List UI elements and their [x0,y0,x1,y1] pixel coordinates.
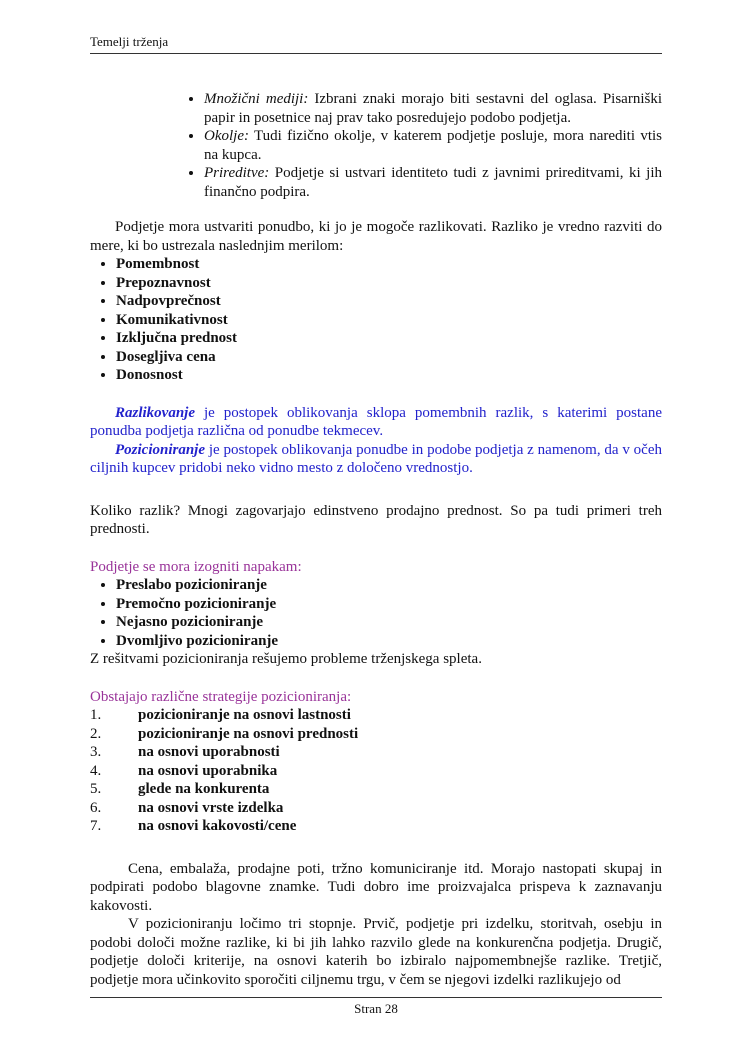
bullet-text: Tudi fizično okolje, v katerem podjetje posluje, mora narediti vtis na kupca. [204,128,662,163]
numbered-item [90,706,662,725]
numbered-item [90,817,662,836]
list-item: • Nejasno pozicioniranje [116,613,662,632]
definition-pozicioniranje [90,441,662,478]
list-item: • Preslabo pozicioniranje [116,576,662,595]
list-item: • Donosnost [116,366,662,385]
mistakes-heading: Podjetje se mora izogniti napakam: [90,558,302,575]
definition-razlikovanje [90,404,662,441]
strategies-heading: Obstajajo različne strategije pozicioniranja: [90,688,352,705]
list-item: • Komunikativnost [116,311,662,330]
definition-term: Pozicioniranje [115,441,206,458]
spacer [90,478,662,502]
item-text: na osnovi vrste izdelka [138,799,284,816]
list-item: • Nadpovprečnost [116,292,662,311]
running-header: Temelji trženja [90,34,662,54]
page-footer [90,997,662,1017]
mistakes-note: Z rešitvami pozicioniranja rešujemo probleme trženjskega spleta. [90,651,482,667]
list-item [204,90,662,127]
item-text: na osnovi uporabnika [138,762,278,779]
numbered-item [90,762,662,781]
item-number: 4. [90,762,102,779]
mix-paragraph: Cena, embalaža, prodajne poti, tržno komuniciranje itd. Morajo nastopati skupaj in podpirati podobo blagovne znamke. Tudi dobro ime proizvajalca prispeva k zaznavanju kakovosti. [90,860,662,914]
definition-text: je postopek oblikovanja sklopa pomembnih razlik, s katerimi postane ponudba podjetja različna od ponudbe tekmecev. [90,404,662,439]
item-number: 6. [90,799,102,816]
numbered-item [90,725,662,744]
footer-rule [90,997,662,998]
page-number: Stran 28 [354,1001,398,1016]
item-number: 3. [90,744,102,760]
list-item: • Pomembnost [116,255,662,274]
item-number: 5. [90,781,102,797]
item-number: 2. [90,725,102,742]
bullet-lead: Prireditve: [204,165,270,181]
bullet-text: Izbrani znaki morajo biti sestavni del oglasa. Pisarniški papir in posetnice naj prav tako posredujejo podobo podjetja. [204,91,662,126]
numbered-item [90,743,662,762]
item-text: na osnovi uporabnosti [138,744,280,760]
spacer [90,385,662,404]
item-text: na osnovi kakovosti/cene [138,818,297,834]
definition-text: je postopek oblikovanja ponudbe in podobe podjetja z namenom, da v očeh ciljnih kupcev pridobi neko vidno mesto z določeno vrednostjo. [90,441,662,476]
item-number: 1. [90,707,102,723]
spacer [90,669,662,688]
list-item: • Izključna prednost [116,329,662,348]
intro-paragraph: Podjetje mora ustvariti ponudbo, ki jo je mogoče razlikovati. Razliko je vredno razviti do mere, ki bo ustrezala naslednjim merilom: [90,219,662,254]
criteria-bullet-list [90,255,662,385]
item-text: glede na konkurenta [138,781,270,797]
item-number: 7. [90,818,102,834]
definition-term: Razlikovanje [115,404,196,421]
how-many-paragraph: Koliko razlik? Mnogi zagovarjajo edinstveno prodajno prednost. So pa tudi primeri treh prednosti. [90,502,662,537]
bullet-text: Podjetje si ustvari identiteto tudi z javnimi prireditvami, ki jih finančno podpira. [204,165,662,200]
numbered-item [90,799,662,818]
list-item: • Premočno pozicioniranje [116,595,662,614]
item-text: pozicioniranje na osnovi prednosti [138,725,359,742]
list-item [204,164,662,201]
corporate-identity-bullet-list [185,90,662,201]
strategies-numbered-list [90,706,662,836]
list-item: • Dvomljivo pozicioniranje [116,632,662,651]
bullet-lead: Množični mediji: [204,91,309,107]
list-item: • Dosegljiva cena [116,348,662,367]
item-text: pozicioniranje na osnovi lastnosti [138,707,351,723]
list-item: • Prepoznavnost [116,274,662,293]
numbered-item [90,780,662,799]
stages-paragraph: V pozicioniranju ločimo tri stopnje. Prvič, podjetje pri izdelku, storitvah, osebju in podobi določi možne razlike, ki bi jih lahko razvilo glede na konkurenčna podjetja. Drugič, podjetje določi kriterije, na osnovi katerih bo izbiralo najpomembnejše razlike. Tretjič, podjetje mora učinkovito sporočiti ciljnemu trgu, v čem se njegovi izdelki razlikujejo od [90,916,662,988]
list-item [204,127,662,164]
mistakes-bullet-list [90,576,662,650]
bullet-lead: Okolje: [204,128,249,144]
spacer [90,836,662,860]
spacer [90,539,662,558]
